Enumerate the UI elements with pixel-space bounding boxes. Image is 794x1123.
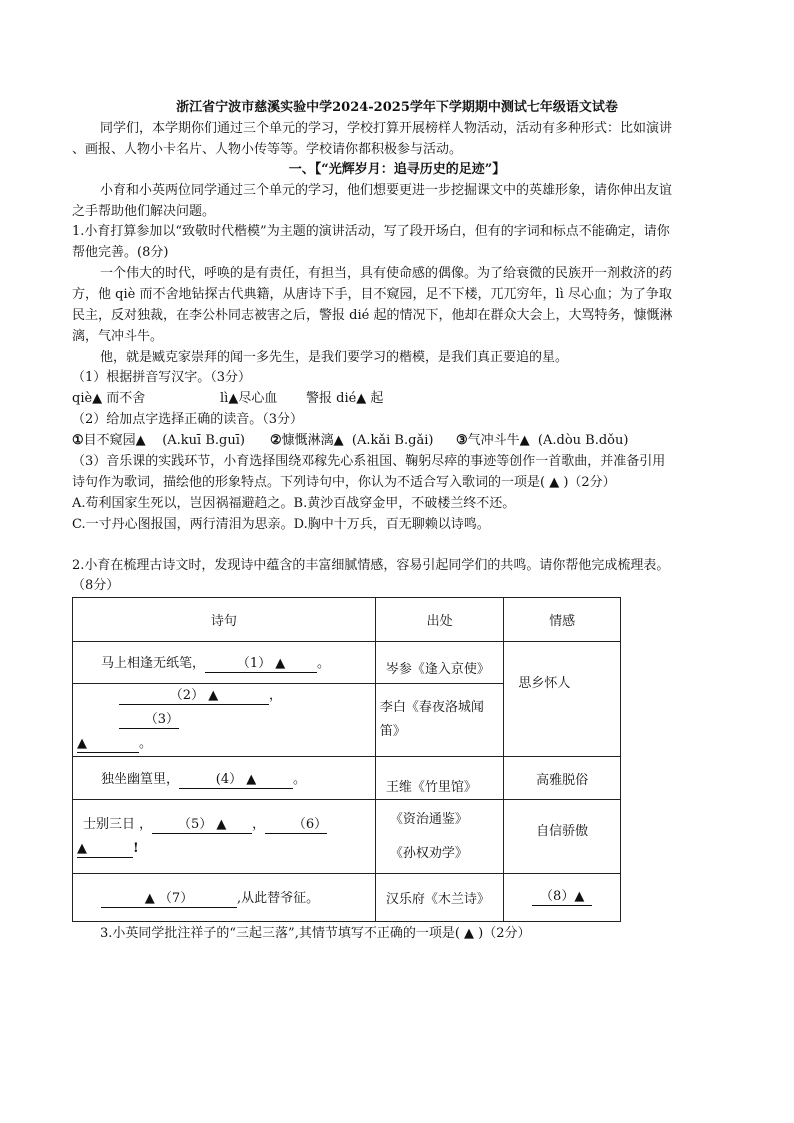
row12-emotion: 思乡怀人: [504, 642, 621, 757]
section-intro-line-2: 之手帮助他们解决问题。: [72, 204, 216, 219]
row4-blank-b[interactable]: （6）: [265, 817, 327, 834]
question-1-3-option-cd: C.一寸丹心图报国，两行清泪为思亲。D.胸中十万兵，百无聊赖以诗鸣。: [72, 517, 490, 532]
reading-item-3-word: 气冲斗牛▲: [467, 433, 530, 448]
question-1-3-option-ab: A.苟利国家生死以，岂因祸福避趋之。B.黄沙百战穿金甲，不破楼兰终不还。: [72, 496, 516, 511]
row5-emotion: [504, 874, 621, 922]
passage-line-2: 方，他 qiè 而不舍地钻探古代典籍，从唐诗下手，目不窥园，足不下楼，兀兀穷年，lì 尽心血；为了争取: [72, 287, 672, 302]
row3-emotion: 高雅脱俗: [504, 757, 621, 800]
question-1-3-line-2: 诗句作为歌词，描绘他的形象特点。下列诗句中，你认为不适合写入歌词的一项是( ▲ )（2分）: [72, 475, 616, 490]
section-heading: 一、【“光辉岁月：追寻历史的足迹”】: [288, 162, 506, 177]
row2-end: 。: [139, 736, 153, 751]
exam-title: 浙江省宁波市慈溪实验中学2024-2025学年下学期期中测试七年级语文试卷: [176, 100, 618, 115]
row3-end: 。: [293, 771, 307, 787]
pinyin-item-1: qiè▲ 而不舍: [72, 391, 146, 406]
reading-item-2-num: ②: [270, 433, 282, 448]
pinyin-item-3: 警报 dié▲ 起: [306, 391, 384, 406]
intro-line-1: 同学们，本学期你们通过三个单元的学习，学校打算开展榜样人物活动，活动有多种形式：比如演讲: [100, 121, 673, 136]
row5-source: 汉乐府《木兰诗》: [375, 874, 504, 922]
question-1-line-1: 1.小育打算参加以“致敬时代楷模”为主题的演讲活动，写了段开场白，但有的字词和标点不能确定，请你: [72, 224, 670, 239]
row3-source: 王维《竹里馆》: [375, 757, 504, 800]
row5-blank[interactable]: ▲ （7）: [101, 891, 237, 908]
table-row: [73, 800, 621, 874]
row4-source-a: 《资治通鉴》: [389, 811, 468, 827]
row2-blank-c[interactable]: ▲: [77, 736, 139, 753]
table-row: [73, 757, 621, 800]
reading-item-3: [456, 431, 628, 451]
reading-item-3-num: ③: [456, 433, 468, 448]
row3-blank[interactable]: (4） ▲: [179, 772, 293, 789]
row3-prefix: 独坐幽篁里，: [101, 771, 180, 787]
row1-source: 岑参《逢入京使》: [375, 642, 504, 684]
row2-source: 李白《春夜洛城闻笛》: [375, 684, 504, 757]
reading-item-1-num: ①: [72, 433, 84, 448]
reading-item-1-options: (A.kuī B.guī): [162, 433, 245, 448]
row1-poem: [73, 642, 376, 684]
row4-source: [375, 800, 504, 874]
passage-line-4: 漓，气冲斗牛。: [72, 329, 164, 344]
reading-item-2-options: (A.kǎi B.gǎi): [351, 433, 434, 448]
row4-end: !: [133, 840, 139, 856]
poetry-table: [72, 597, 621, 922]
header-source: 出处: [375, 598, 504, 642]
row2-poem: [73, 684, 376, 757]
reading-item-2-word: 慷慨淋漓▲: [281, 433, 344, 448]
row4-source-b: 《孙权劝学》: [389, 845, 468, 861]
passage-line-5: 他，就是臧克家崇拜的闻一多先生，是我们要学习的楷模，是我们真正要追的星。: [100, 350, 569, 365]
pinyin-item-2: lì▲尽心血: [220, 391, 278, 406]
reading-item-1: [72, 431, 245, 451]
question-2-line-2: （8分）: [72, 578, 120, 593]
row1-end: 。: [317, 656, 331, 671]
row4-blank-c[interactable]: ▲: [77, 841, 133, 858]
question-3: 3.小英同学批注祥子的“三起三落”,其情节填写不正确的一项是( ▲ )（2分）: [100, 926, 531, 941]
row2-sep: ，: [269, 688, 283, 703]
row5-emotion-blank[interactable]: （8）▲: [532, 889, 592, 906]
passage-line-1: 一个伟大的时代，呼唤的是有责任，有担当，具有使命感的偶像。为了给衰微的民族开一剂救济的药: [100, 266, 673, 281]
row2-blank-b[interactable]: （3）: [119, 712, 179, 729]
section-intro-line-1: 小育和小英两位同学通过三个单元的学习，他们想要更进一步挖掘课文中的英雄形象，请你伸出友谊: [100, 183, 673, 198]
table-row: [73, 874, 621, 922]
row1-blank[interactable]: （1） ▲: [205, 656, 317, 673]
header-poem: 诗句: [73, 598, 376, 642]
table-row: [73, 642, 621, 684]
question-1-2: （2）给加点字选择正确的读音。（3分）: [72, 412, 304, 427]
row4-emotion: 自信骄傲: [504, 800, 621, 874]
passage-line-3: 民主，反对独裁，在李公朴同志被害之后，警报 dié 起的情况下，他却在群众大会上，大骂特务，慷慨淋: [72, 308, 673, 323]
intro-line-2: 、画报、人物小卡名片、人物小传等等。学校请你都积极参与活动。: [72, 142, 463, 157]
row2-blank-a[interactable]: （2） ▲: [119, 688, 269, 705]
header-emotion: 情感: [504, 598, 621, 642]
reading-item-2: [270, 431, 433, 451]
question-2-line-1: 2.小育在梳理古诗文时，发现诗中蕴含的丰富细腻情感，容易引起同学们的共鸣。请你帮他完成梳理表。: [72, 558, 670, 573]
row4-poem: [73, 800, 376, 874]
row1-prefix: 马上相逢无纸笔，: [101, 656, 206, 671]
row4-sep: ，: [252, 816, 266, 832]
row3-poem: [73, 757, 376, 800]
reading-item-1-word: 目不窥园▲: [83, 433, 146, 448]
question-1-line-2: 帮他完善。(8分): [72, 245, 169, 260]
row4-blank-a[interactable]: （5） ▲: [152, 817, 252, 834]
question-1-1: （1）根据拼音写汉字。（3分）: [72, 370, 252, 385]
table-header-row: [73, 598, 621, 642]
row4-prefix: 士别三日 ，: [83, 816, 153, 832]
row5-poem: [73, 874, 376, 922]
row5-end: ,从此替爷征。: [237, 891, 320, 906]
question-1-3-line-1: （3）音乐课的实践环节，小育选择围绕邓稼先心系祖国、鞠躬尽瘁的事迹等创作一首歌曲，并准备引用: [72, 454, 666, 469]
reading-item-3-options: (A.dòu B.dǒu): [537, 433, 629, 448]
